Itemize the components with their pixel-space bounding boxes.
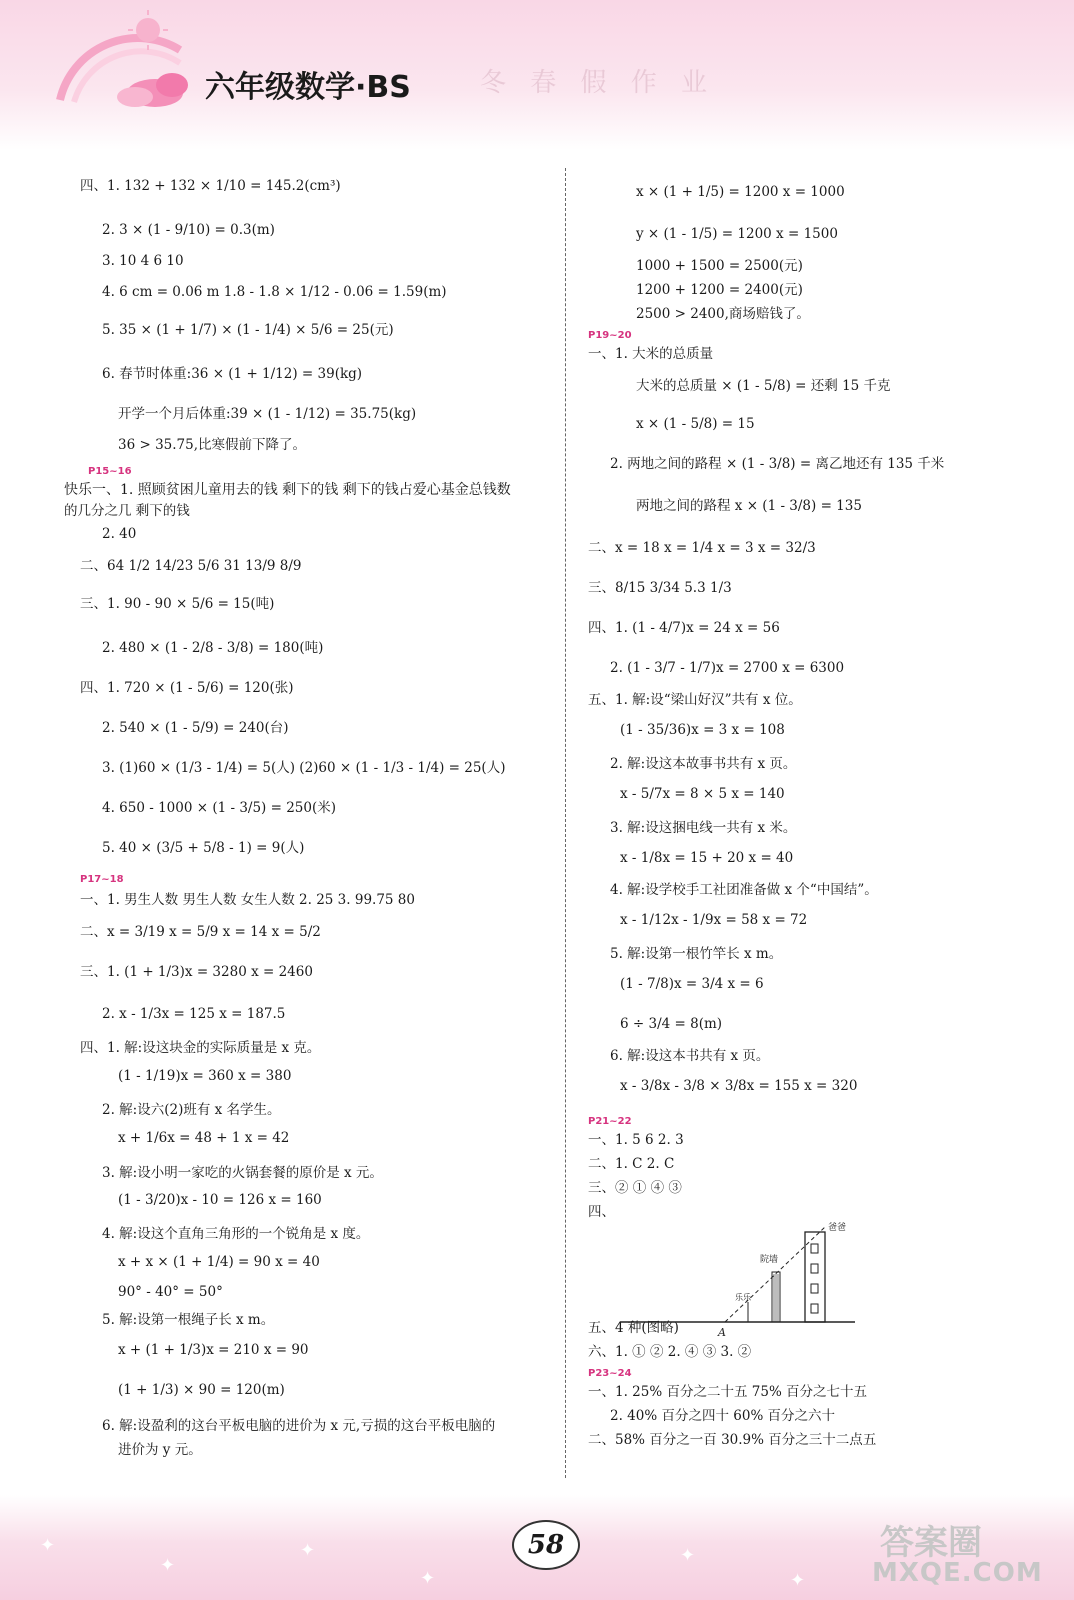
answer-line: 三、8/15 3/34 5.3 1/3 <box>588 580 732 596</box>
answer-line: 1000 + 1500 = 2500(元) <box>636 258 803 274</box>
answer-line: 三、② ① ④ ③ <box>588 1180 682 1196</box>
section-label: P15~16 <box>88 466 132 477</box>
sparkle-icon: ✦ <box>420 1568 436 1589</box>
answer-line: 大米的总质量 × (1 - 5/8) = 还剩 15 千克 <box>636 378 891 394</box>
answer-line: 90° - 40° = 50° <box>118 1284 223 1300</box>
answer-line: 4. 解:设这个直角三角形的一个锐角是 x 度。 <box>102 1226 370 1242</box>
answer-line: (1 - 7/8)x = 3/4 x = 6 <box>620 976 764 992</box>
answer-line: 6. 春节时体重:36 × (1 + 1/12) = 39(kg) <box>102 366 363 382</box>
answer-line: 四、1. 132 + 132 × 1/10 = 145.2(cm³) <box>80 178 341 194</box>
answer-line: x × (1 + 1/5) = 1200 x = 1000 <box>636 184 845 200</box>
answer-line: 快乐一、1. 照顾贫困儿童用去的钱 剩下的钱 剩下的钱占爱心基金总钱数 <box>64 482 511 498</box>
answer-line: 2. 3 × (1 - 9/10) = 0.3(m) <box>102 222 275 238</box>
section-label: P21~22 <box>588 1116 632 1127</box>
answer-line: 一、1. 25% 百分之二十五 75% 百分之七十五 <box>588 1384 868 1400</box>
answer-line: x - 1/12x - 1/9x = 58 x = 72 <box>620 912 808 928</box>
answer-line: 1200 + 1200 = 2400(元) <box>636 282 803 298</box>
answer-line: x + 1/6x = 48 + 1 x = 42 <box>118 1130 290 1146</box>
answer-line: 二、64 1/2 14/23 5/6 31 13/9 8/9 <box>80 558 302 574</box>
rainbow-cloud-logo <box>40 5 210 115</box>
answer-line: x - 5/7x = 8 × 5 x = 140 <box>620 786 785 802</box>
point-a-label: A <box>718 1326 726 1339</box>
answer-line: 36 > 35.75,比寒假前下降了。 <box>118 437 307 453</box>
answer-line: y × (1 - 1/5) = 1200 x = 1500 <box>636 226 838 242</box>
answer-line: 2. 40 <box>102 526 137 542</box>
sparkle-icon: ✦ <box>680 1545 696 1566</box>
answer-line: 5. 40 × (3/5 + 5/8 - 1) = 9(人) <box>102 840 305 856</box>
answer-line: 2. (1 - 3/7 - 1/7)x = 2700 x = 6300 <box>610 660 845 676</box>
answer-line: 2. 540 × (1 - 5/9) = 240(台) <box>102 720 289 736</box>
answer-line: 3. 解:设这捆电线一共有 x 米。 <box>610 820 797 836</box>
answer-line: 一、1. 5 6 2. 3 <box>588 1132 684 1148</box>
answer-line: 2. 解:设六(2)班有 x 名学生。 <box>102 1102 281 1118</box>
answer-line: 2. x - 1/3x = 125 x = 187.5 <box>102 1006 286 1022</box>
answer-line: 5. 解:设第一根竹竿长 x m。 <box>610 946 783 962</box>
sight-line <box>725 1227 825 1322</box>
answer-line: (1 - 35/36)x = 3 x = 108 <box>620 722 785 738</box>
answer-line: 五、4 种(图略) <box>588 1320 679 1336</box>
answer-line: 二、58% 百分之一百 30.9% 百分之三十二点五 <box>588 1432 877 1448</box>
answer-line: 一、1. 大米的总质量 <box>588 346 714 362</box>
answer-line: 二、x = 3/19 x = 5/9 x = 14 x = 5/2 <box>80 924 321 940</box>
answer-line: 四、1. 解:设这块金的实际质量是 x 克。 <box>80 1040 321 1056</box>
answer-line: (1 - 3/20)x - 10 = 126 x = 160 <box>118 1192 322 1208</box>
answer-line: x - 3/8x - 3/8 × 3/8x = 155 x = 320 <box>620 1078 858 1094</box>
section-label: P17~18 <box>80 874 124 885</box>
header-faint-text: 冬 春 假 作 业 <box>480 68 716 98</box>
answer-line: 3. 10 4 6 10 <box>102 253 184 269</box>
answer-line: x - 1/8x = 15 + 20 x = 40 <box>620 850 794 866</box>
answer-line: 2. 两地之间的路程 × (1 - 3/8) = 离乙地还有 135 千米 <box>610 456 945 472</box>
answer-line: 开学一个月后体重:39 × (1 - 1/12) = 35.75(kg) <box>118 406 417 422</box>
watermark-url: MXQE.COM <box>872 1558 1043 1588</box>
page-number: 58 <box>512 1520 580 1570</box>
answer-line: 二、x = 18 x = 1/4 x = 3 x = 32/3 <box>588 540 816 556</box>
sparkle-icon: ✦ <box>790 1570 806 1591</box>
answer-line: 四、1. (1 - 4/7)x = 24 x = 56 <box>588 620 780 636</box>
answer-line: 两地之间的路程 x × (1 - 3/8) = 135 <box>636 498 862 514</box>
answer-line: x + x × (1 + 1/4) = 90 x = 40 <box>118 1254 320 1270</box>
answer-line: 2500 > 2400,商场赔钱了。 <box>636 306 810 322</box>
answer-line: 四、1. 720 × (1 - 5/6) = 120(张) <box>80 680 294 696</box>
answer-line: 2. 480 × (1 - 2/8 - 3/8) = 180(吨) <box>102 640 324 656</box>
answer-line: 5. 解:设第一根绳子长 x m。 <box>102 1312 275 1328</box>
answer-line: 4. 650 - 1000 × (1 - 3/5) = 250(米) <box>102 800 337 816</box>
sparkle-icon: ✦ <box>300 1540 316 1561</box>
building-shape <box>805 1232 825 1322</box>
answer-line: 4. 解:设学校手工社团准备做 x 个“中国结”。 <box>610 882 878 898</box>
answer-line: x × (1 - 5/8) = 15 <box>636 416 755 432</box>
sparkle-icon: ✦ <box>40 1535 56 1556</box>
answer-line: (1 + 1/3) × 90 = 120(m) <box>118 1382 285 1398</box>
answer-line: 三、1. 90 - 90 × 5/6 = 15(吨) <box>80 596 275 612</box>
answer-line: (1 - 1/19)x = 360 x = 380 <box>118 1068 292 1084</box>
answer-line: 三、1. (1 + 1/3)x = 3280 x = 2460 <box>80 964 313 980</box>
watermark-brand: 答案圈 <box>880 1523 982 1563</box>
page-title: 六年级数学·BS <box>205 70 411 105</box>
shadow-diagram <box>600 1222 860 1342</box>
dad-label: 爸爸 <box>828 1223 847 1233</box>
answer-line: 6. 解:设盈利的这台平板电脑的进价为 x 元,亏损的这台平板电脑的 <box>102 1418 496 1434</box>
answer-line: 2. 40% 百分之四十 60% 百分之六十 <box>610 1408 836 1424</box>
answer-line: 6 ÷ 3/4 = 8(m) <box>620 1016 723 1032</box>
section-label: P19~20 <box>588 330 632 341</box>
section-label: P23~24 <box>588 1368 632 1379</box>
answer-line: 一、1. 男生人数 男生人数 女生人数 2. 25 3. 99.75 80 <box>80 892 415 908</box>
answer-line: 进价为 y 元。 <box>118 1442 202 1458</box>
answer-line: 4. 6 cm = 0.06 m 1.8 - 1.8 × 1/12 - 0.06 = 1.59(m) <box>102 284 447 300</box>
answer-line: 3. (1)60 × (1/3 - 1/4) = 5(人) (2)60 × (1 - 1/3 - 1/4) = 25(人) <box>102 760 506 776</box>
column-divider <box>565 168 566 1478</box>
answer-line: 2. 解:设这本故事书共有 x 页。 <box>610 756 797 772</box>
answer-line: 五、1. 解:设“梁山好汉”共有 x 位。 <box>588 692 802 708</box>
answer-line: x + (1 + 1/3)x = 210 x = 90 <box>118 1342 309 1358</box>
answer-line: 四、 <box>588 1204 615 1220</box>
sparkle-icon: ✦ <box>160 1555 176 1576</box>
answer-line: 六、1. ① ② 2. ④ ③ 3. ② <box>588 1344 752 1360</box>
wall-label: 院墙 <box>760 1255 779 1265</box>
answer-line: 二、1. C 2. C <box>588 1156 675 1172</box>
answer-line: 6. 解:设这本书共有 x 页。 <box>610 1048 770 1064</box>
lele-label: 乐乐 <box>735 1293 751 1302</box>
answer-line: 的几分之几 剩下的钱 <box>64 503 190 519</box>
answer-line: 5. 35 × (1 + 1/7) × (1 - 1/4) × 5/6 = 25(元) <box>102 322 394 338</box>
answer-line: 3. 解:设小明一家吃的火锅套餐的原价是 x 元。 <box>102 1165 383 1181</box>
